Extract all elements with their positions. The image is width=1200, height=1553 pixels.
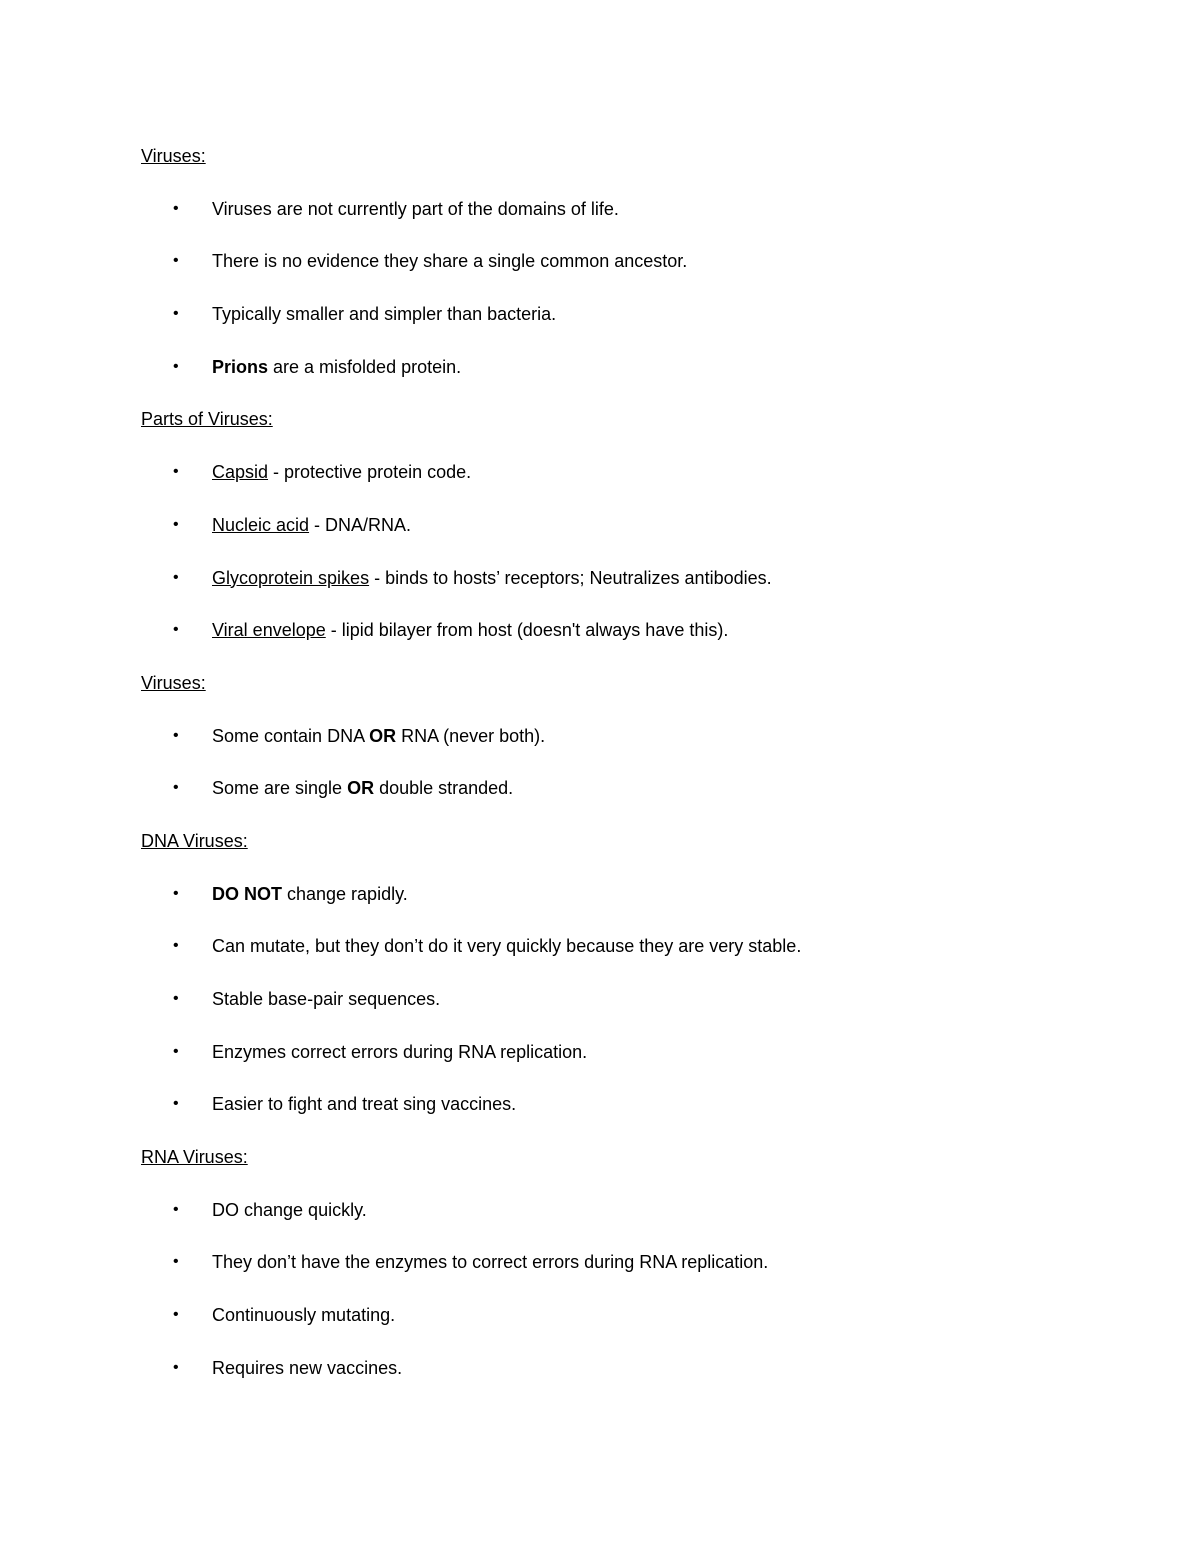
bullet-icon: • [173, 515, 179, 533]
item-text: RNA (never both). [396, 725, 546, 746]
item-text: Stable base-pair sequences. [212, 989, 441, 1009]
list-item [141, 456, 1101, 509]
bullet-icon: • [173, 357, 179, 375]
bullet-icon: • [173, 990, 179, 1007]
item-text-pre: Some are single [212, 778, 348, 799]
item-term: Capsid [212, 462, 269, 483]
list-item [141, 720, 1101, 773]
bullet-icon: • [173, 779, 179, 797]
section-heading-viruses-2: Viruses: [141, 672, 206, 693]
bullet-icon: • [173, 1042, 179, 1060]
list-item [141, 983, 1101, 1036]
list-item [141, 930, 1101, 983]
item-text: - lipid bilayer from host (doesn't always have this). [325, 620, 729, 641]
bullet-icon: • [173, 1200, 179, 1218]
item-text: - protective protein code. [268, 462, 472, 483]
item-text: DO change quickly. [212, 1199, 367, 1220]
item-text: Requires new vaccines. [212, 1357, 403, 1378]
item-text: Viruses are not currently part of the domains of life. [212, 198, 619, 219]
item-text: change rapidly. [282, 883, 408, 904]
list-item [141, 509, 1101, 562]
list-item [141, 351, 1101, 404]
item-term: Nucleic acid [212, 514, 310, 535]
bullet-icon: • [173, 726, 179, 744]
list-item [141, 1352, 1101, 1405]
list-item [141, 878, 1101, 931]
bullet-icon: • [173, 1095, 179, 1113]
item-text: double stranded. [374, 778, 514, 799]
bullet-icon: • [173, 1306, 179, 1324]
item-text: Continuously mutating. [212, 1305, 396, 1326]
item-term: Glycoprotein spikes [212, 567, 370, 588]
item-bold-term: DO NOT [212, 883, 282, 904]
item-bold-term: OR [369, 725, 397, 746]
item-text-pre: Some contain DNA [212, 725, 370, 746]
list-item [141, 1299, 1101, 1352]
item-bold-term: Prions [212, 356, 269, 377]
bullet-icon: • [173, 1358, 179, 1376]
bullet-icon: • [173, 199, 179, 217]
bullet-icon: • [173, 568, 179, 586]
bullet-icon: • [173, 621, 179, 639]
list-item [141, 772, 1101, 825]
list-item [141, 193, 1101, 246]
section-heading-viruses: Viruses: [141, 146, 206, 166]
list-item [141, 1194, 1101, 1247]
bullet-icon: • [173, 937, 179, 955]
section-heading-rna-viruses: RNA Viruses: [141, 1147, 248, 1168]
section-heading-parts-of-viruses: Parts of Viruses: [141, 409, 273, 430]
item-text: - binds to hosts’ receptors; Neutralizes antibodies. [369, 567, 772, 588]
bullet-icon: • [173, 1253, 179, 1271]
bullet-icon: • [173, 463, 179, 481]
list-item [141, 614, 1101, 667]
list-item [141, 1036, 1101, 1089]
item-bold-term: OR [347, 778, 375, 799]
list-item [141, 245, 1101, 298]
item-text: Easier to fight and treat sing vaccines. [212, 1094, 517, 1115]
list-item [141, 298, 1101, 351]
bullet-icon: • [173, 305, 179, 323]
list-item [141, 1088, 1101, 1141]
list-item [141, 562, 1101, 615]
item-text: There is no evidence they share a single common ancestor. [212, 251, 688, 272]
section-heading-dna-viruses: DNA Viruses: [141, 830, 248, 851]
item-text: Typically smaller and simpler than bacteria. [212, 304, 557, 325]
bullet-icon: • [173, 884, 179, 902]
item-term: Viral envelope [212, 620, 326, 641]
document-body [141, 140, 1101, 1405]
item-text: Can mutate, but they don’t do it very quickly because they are very stable. [212, 936, 802, 957]
list-item [141, 1246, 1101, 1299]
item-text: Enzymes correct errors during RNA replication. [212, 1041, 588, 1062]
bullet-icon: • [173, 252, 179, 270]
item-text: - DNA/RNA. [309, 514, 412, 535]
item-text: They don’t have the enzymes to correct errors during RNA replication. [212, 1252, 769, 1273]
item-text: are a misfolded protein. [268, 356, 462, 377]
